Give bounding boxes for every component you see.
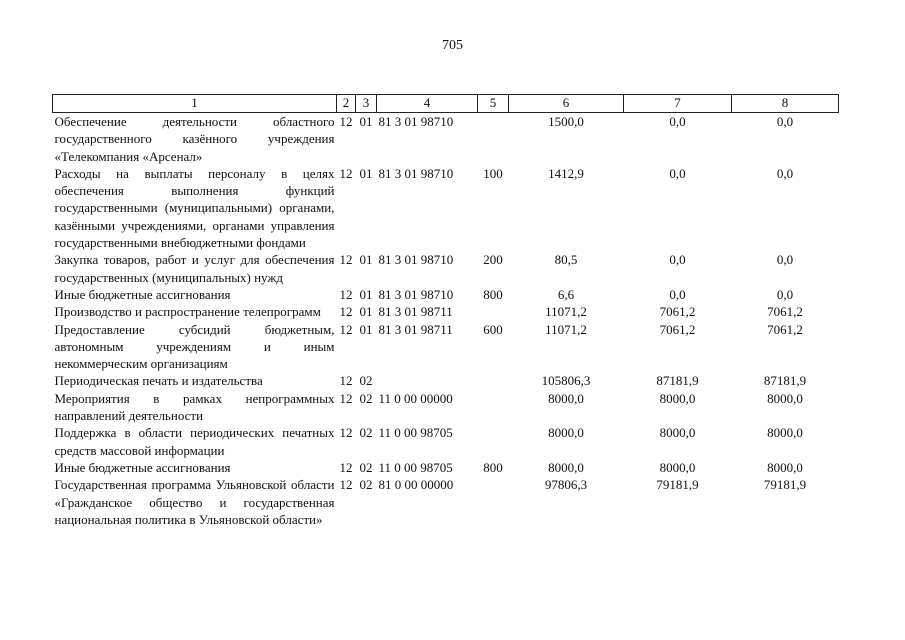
row-name: Государственная программа Ульяновской области «Гражданское общество и государственная национальная политика в Ульяновской области» [54, 477, 335, 527]
row-name: Производство и распространение телепрограмм [54, 304, 321, 320]
row-name: Иные бюджетные ассигнования [54, 459, 231, 475]
row-amount-year3: 0,0 [776, 252, 794, 268]
row-amount-year1: 1412,9 [548, 165, 584, 181]
row-target-code: 81 3 01 98710 [378, 252, 454, 268]
row-name: Поддержка в области периодических печатных средств массовой информации [54, 425, 335, 458]
row-amount-year1: 97806,3 [544, 477, 588, 493]
table-row [53, 476, 839, 528]
row-target-code: 81 3 01 98710 [378, 286, 454, 302]
row-podrazdel: 02 [359, 459, 373, 475]
column-header: 2 [337, 95, 356, 113]
column-header: 8 [732, 95, 839, 113]
row-podrazdel: 01 [359, 304, 373, 320]
row-amount-year1: 11071,2 [545, 321, 587, 337]
row-target-code: 11 0 00 98705 [378, 425, 453, 441]
table-row [53, 321, 839, 373]
row-amount-year1: 1500,0 [548, 114, 584, 129]
row-expense-type [478, 372, 509, 389]
row-expense-type: 100 [483, 165, 503, 181]
row-amount-year1: 8000,0 [548, 425, 584, 441]
row-amount-year1: 105806,3 [541, 373, 591, 389]
row-name: Расходы на выплаты персоналу в целях обеспечения выполнения функций государственными (муниципальными) органами, казёнными учреждениями, органами управления государственными внебюджетными фондами [54, 165, 335, 251]
row-amount-year2: 0,0 [669, 286, 686, 302]
row-amount-year2: 7061,2 [659, 304, 696, 320]
column-header: 3 [356, 95, 377, 113]
row-podrazdel: 02 [359, 373, 373, 389]
row-podrazdel: 01 [359, 252, 373, 268]
table-row [53, 424, 839, 459]
table-row [53, 251, 839, 286]
table-row [53, 303, 839, 320]
row-razdel: 12 [339, 477, 353, 493]
column-header: 6 [509, 95, 624, 113]
column-header: 1 [53, 95, 337, 113]
row-amount-year2: 0,0 [669, 114, 686, 129]
table-header [53, 95, 839, 113]
row-expense-type: 800 [483, 459, 503, 475]
header-row [53, 95, 839, 113]
table-row [53, 372, 839, 389]
row-amount-year1: 8000,0 [548, 459, 584, 475]
row-expense-type [478, 476, 509, 528]
row-name: Периодическая печать и издательства [54, 373, 263, 389]
row-target-code: 81 3 01 98711 [378, 304, 453, 320]
row-target-code: 81 3 01 98710 [378, 165, 454, 181]
row-amount-year3: 8000,0 [767, 390, 803, 406]
row-amount-year2: 87181,9 [656, 373, 699, 389]
row-amount-year2: 8000,0 [659, 390, 696, 406]
budget-table [52, 94, 839, 528]
row-razdel: 12 [339, 459, 353, 475]
row-amount-year1: 8000,0 [548, 390, 584, 406]
row-razdel: 12 [339, 252, 353, 268]
row-target-code: 11 0 00 00000 [378, 390, 453, 406]
column-header: 7 [624, 95, 732, 113]
row-name: Закупка товаров, работ и услуг для обеспечения государственных (муниципальных) нужд [54, 252, 335, 285]
row-target-code: 11 0 00 98705 [378, 459, 453, 475]
row-amount-year3: 7061,2 [767, 304, 803, 320]
row-amount-year3: 87181,9 [763, 373, 807, 389]
row-razdel: 12 [339, 304, 353, 320]
row-name: Предоставление субсидий бюджетным, автономным учреждениям и иным некоммерческим организациям [54, 321, 335, 372]
row-amount-year3: 0,0 [776, 114, 794, 129]
row-amount-year3: 0,0 [776, 286, 794, 302]
column-header: 4 [377, 95, 478, 113]
row-expense-type [478, 390, 509, 425]
row-name: Иные бюджетные ассигнования [54, 286, 231, 302]
row-amount-year1: 6,6 [557, 286, 575, 302]
row-target-code: 81 3 01 98711 [378, 321, 453, 337]
row-amount-year2: 79181,9 [656, 477, 699, 493]
row-podrazdel: 02 [359, 477, 373, 493]
row-amount-year2: 8000,0 [659, 425, 696, 441]
table-row [53, 113, 839, 165]
row-amount-year3: 8000,0 [767, 425, 803, 441]
row-name: Мероприятия в рамках непрограммных направлений деятельности [54, 390, 335, 424]
row-expense-type: 800 [483, 286, 503, 302]
row-target-code: 81 0 00 00000 [378, 477, 454, 493]
row-target-code [377, 372, 478, 389]
row-razdel: 12 [339, 390, 353, 406]
row-amount-year2: 7061,2 [659, 321, 696, 337]
row-razdel: 12 [339, 286, 353, 302]
row-amount-year3: 7061,2 [767, 321, 803, 337]
table-row [53, 390, 839, 425]
row-razdel: 12 [339, 165, 353, 181]
row-razdel: 12 [339, 373, 353, 389]
row-amount-year3: 79181,9 [763, 477, 807, 493]
row-name: Обеспечение деятельности областного государственного казённого учреждения «Телекомпания «Арсенал» [54, 114, 335, 164]
row-podrazdel: 01 [359, 165, 373, 181]
row-expense-type [478, 424, 509, 459]
row-amount-year2: 0,0 [669, 165, 686, 181]
row-podrazdel: 01 [359, 321, 373, 337]
row-expense-type: 600 [483, 321, 503, 337]
table-row [53, 165, 839, 251]
column-header: 5 [478, 95, 509, 113]
row-amount-year2: 8000,0 [659, 459, 696, 475]
table-body [53, 113, 839, 529]
row-amount-year3: 8000,0 [767, 459, 803, 475]
row-expense-type [478, 113, 509, 165]
table-row [53, 459, 839, 476]
row-amount-year1: 11071,2 [545, 304, 587, 320]
row-razdel: 12 [339, 425, 353, 441]
row-razdel: 12 [339, 321, 353, 337]
row-amount-year1: 80,5 [554, 252, 578, 268]
row-podrazdel: 02 [359, 390, 373, 406]
row-podrazdel: 01 [359, 286, 373, 302]
page-number: 705 [442, 38, 463, 53]
row-podrazdel: 02 [359, 425, 373, 441]
row-amount-year3: 0,0 [776, 165, 794, 181]
table-row [53, 286, 839, 303]
row-expense-type [478, 303, 509, 320]
row-expense-type: 200 [483, 252, 503, 268]
row-amount-year2: 0,0 [669, 252, 686, 268]
row-podrazdel: 01 [359, 114, 373, 129]
row-target-code: 81 3 01 98710 [378, 114, 454, 129]
row-razdel: 12 [339, 114, 353, 129]
